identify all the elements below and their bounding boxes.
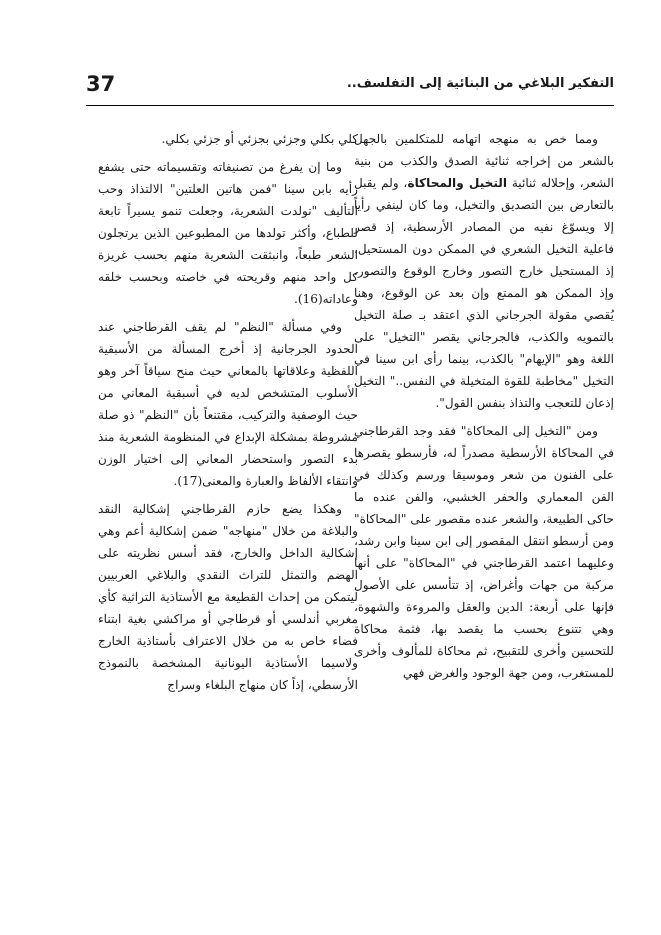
header-rule xyxy=(86,105,614,106)
paragraph: ومن "التخيل إلى المحاكاة" فقد وجد القرطاجني في المحاكاة الأرسطية مصدراً له، فأرسطو يقصرها على الفنون من شعر وموسيقا ورسم وكذلك في الفن المعماري والحفر الخشبي، والفن عنده ما حاكى الطبيعة، والشعر عنده مقصور على "المحاكاة" ومن أرسطو انتقل المقصور إلى ابن سينا وابن رشد، وعليهما اعتمد القرطاجني في "المحاكاة" على أنها مركبة من جهات وأغراض، إذ تتأسس على الأصول فإنها على أربعة: الدين والعقل والمروءة والشهوة، وهي تتنوع بحسب ما يقصد بها، فثمة محاكاة للتحسين وأخرى للتقبيح، ثم محاكاة للمألوف وأخرى للمستغرب، ومن جهة الوجود والغرض فهي xyxy=(354,424,614,680)
right-column xyxy=(354,128,614,690)
running-title: التفكير البلاغي من البنائية إلى التفلسف.. xyxy=(346,76,614,91)
paragraph: كلي بكلي وجزئي بجزئي أو جزئي بكلي. xyxy=(161,132,358,146)
bold-term: التخيل والمحاكاة xyxy=(407,176,507,190)
page-header xyxy=(86,74,614,104)
paragraph-text: ، ولم يقبل بالتعارض بين التصديق والتخيل، وما كان لينفي رأياً إلا ويسوّغ نفيه من المصادر الأرسطية، إذ قصر فاعلية التخيل الشعري في الممكن دون المستحيل، إذ المستحيل خارج التصور وخارج الوقوع والتصور، وإذ الممكن هو الممتع وإن بعد عن الوقوع، وهنا يُقصي مقولة الجرجاني الذي اعتقد بـ صلة التخيل بالتمويه والكذب، فالجرجاني يقصر "التخيل" على اللغة وهو "الإيهام" بالكذب، بينما رأى ابن سينا في التخيل "مخاطبة للقوة المتخيلة في النفس.." التخيل إذعان للتعجب والتذاذ بنفس القول". xyxy=(354,176,614,410)
paragraph-text: ومما خص به منهجه اتهامه للمتكلمين بالجهل بالشعر من إخراجه ثنائية الصدق والكذب من بنية الشعر، وإحلاله ثنائية xyxy=(354,132,614,190)
paragraph: وفي مسألة "النظم" لم يقف القرطاجني عند الحدود الجرجانية إذ أخرج المسألة من الأسبقية اللفظية وعلاقاتها بالمعاني حيث منح سياقاً آخر وهو الأسلوب المتشخص لديه في أسبقية المعاني من حيث الوصفية والتركيب، مقتنعاً بأن "النظم" ذو صلة مشروطة بمشكلة الإبداع في المنظومة الشعرية منذ بدء التصور واستحضار المعاني إلى اختيار الوزن وانتقاء الألفاظ والعبارة والمعنى(17). xyxy=(98,320,358,488)
paragraph xyxy=(354,128,614,414)
paragraph: وما إن يفرغ من تصنيفاته وتقسيماته حتى يشفع رأيه بابن سينا "فمن هاتين العلتين" الالتذاذ وحب التأليف "تولدت الشعرية، وجعلت تنمو يسيراً تابعة للطباع، وأكثر تولدها من المطبوعين الذين يرتجلون الشعر طبعاً، وانبثقت الشعرية منهم بحسب غريزة كل واحد منهم وقريحته في خاصته وبحسب خلقه وعاداته(16). xyxy=(98,160,358,306)
left-column xyxy=(98,128,358,702)
paragraph: وهكذا يضع حازم القرطاجني إشكالية النقد والبلاغة من خلال "منهاجه" ضمن إشكالية أعم وهي إشكالية الداخل والخارج، فقد أسس نظريته على الهضم والتمثل للتراث النقدي والبلاغي العربيين ليتمكن من إحداث القطيعة مع الأستاذية التراثية كأي مغربي أندلسي أو قرطاجي أو مراكشي بغية ابتناء فضاء خاص به من خلال الاعتراف بأستاذية الخارج ولاسيما الأستاذية اليونانية المشخصة بالنموذج الأرسطي، إذاً كان منهاج البلغاء وسراج xyxy=(98,502,358,692)
page-number: 37 xyxy=(86,72,116,96)
